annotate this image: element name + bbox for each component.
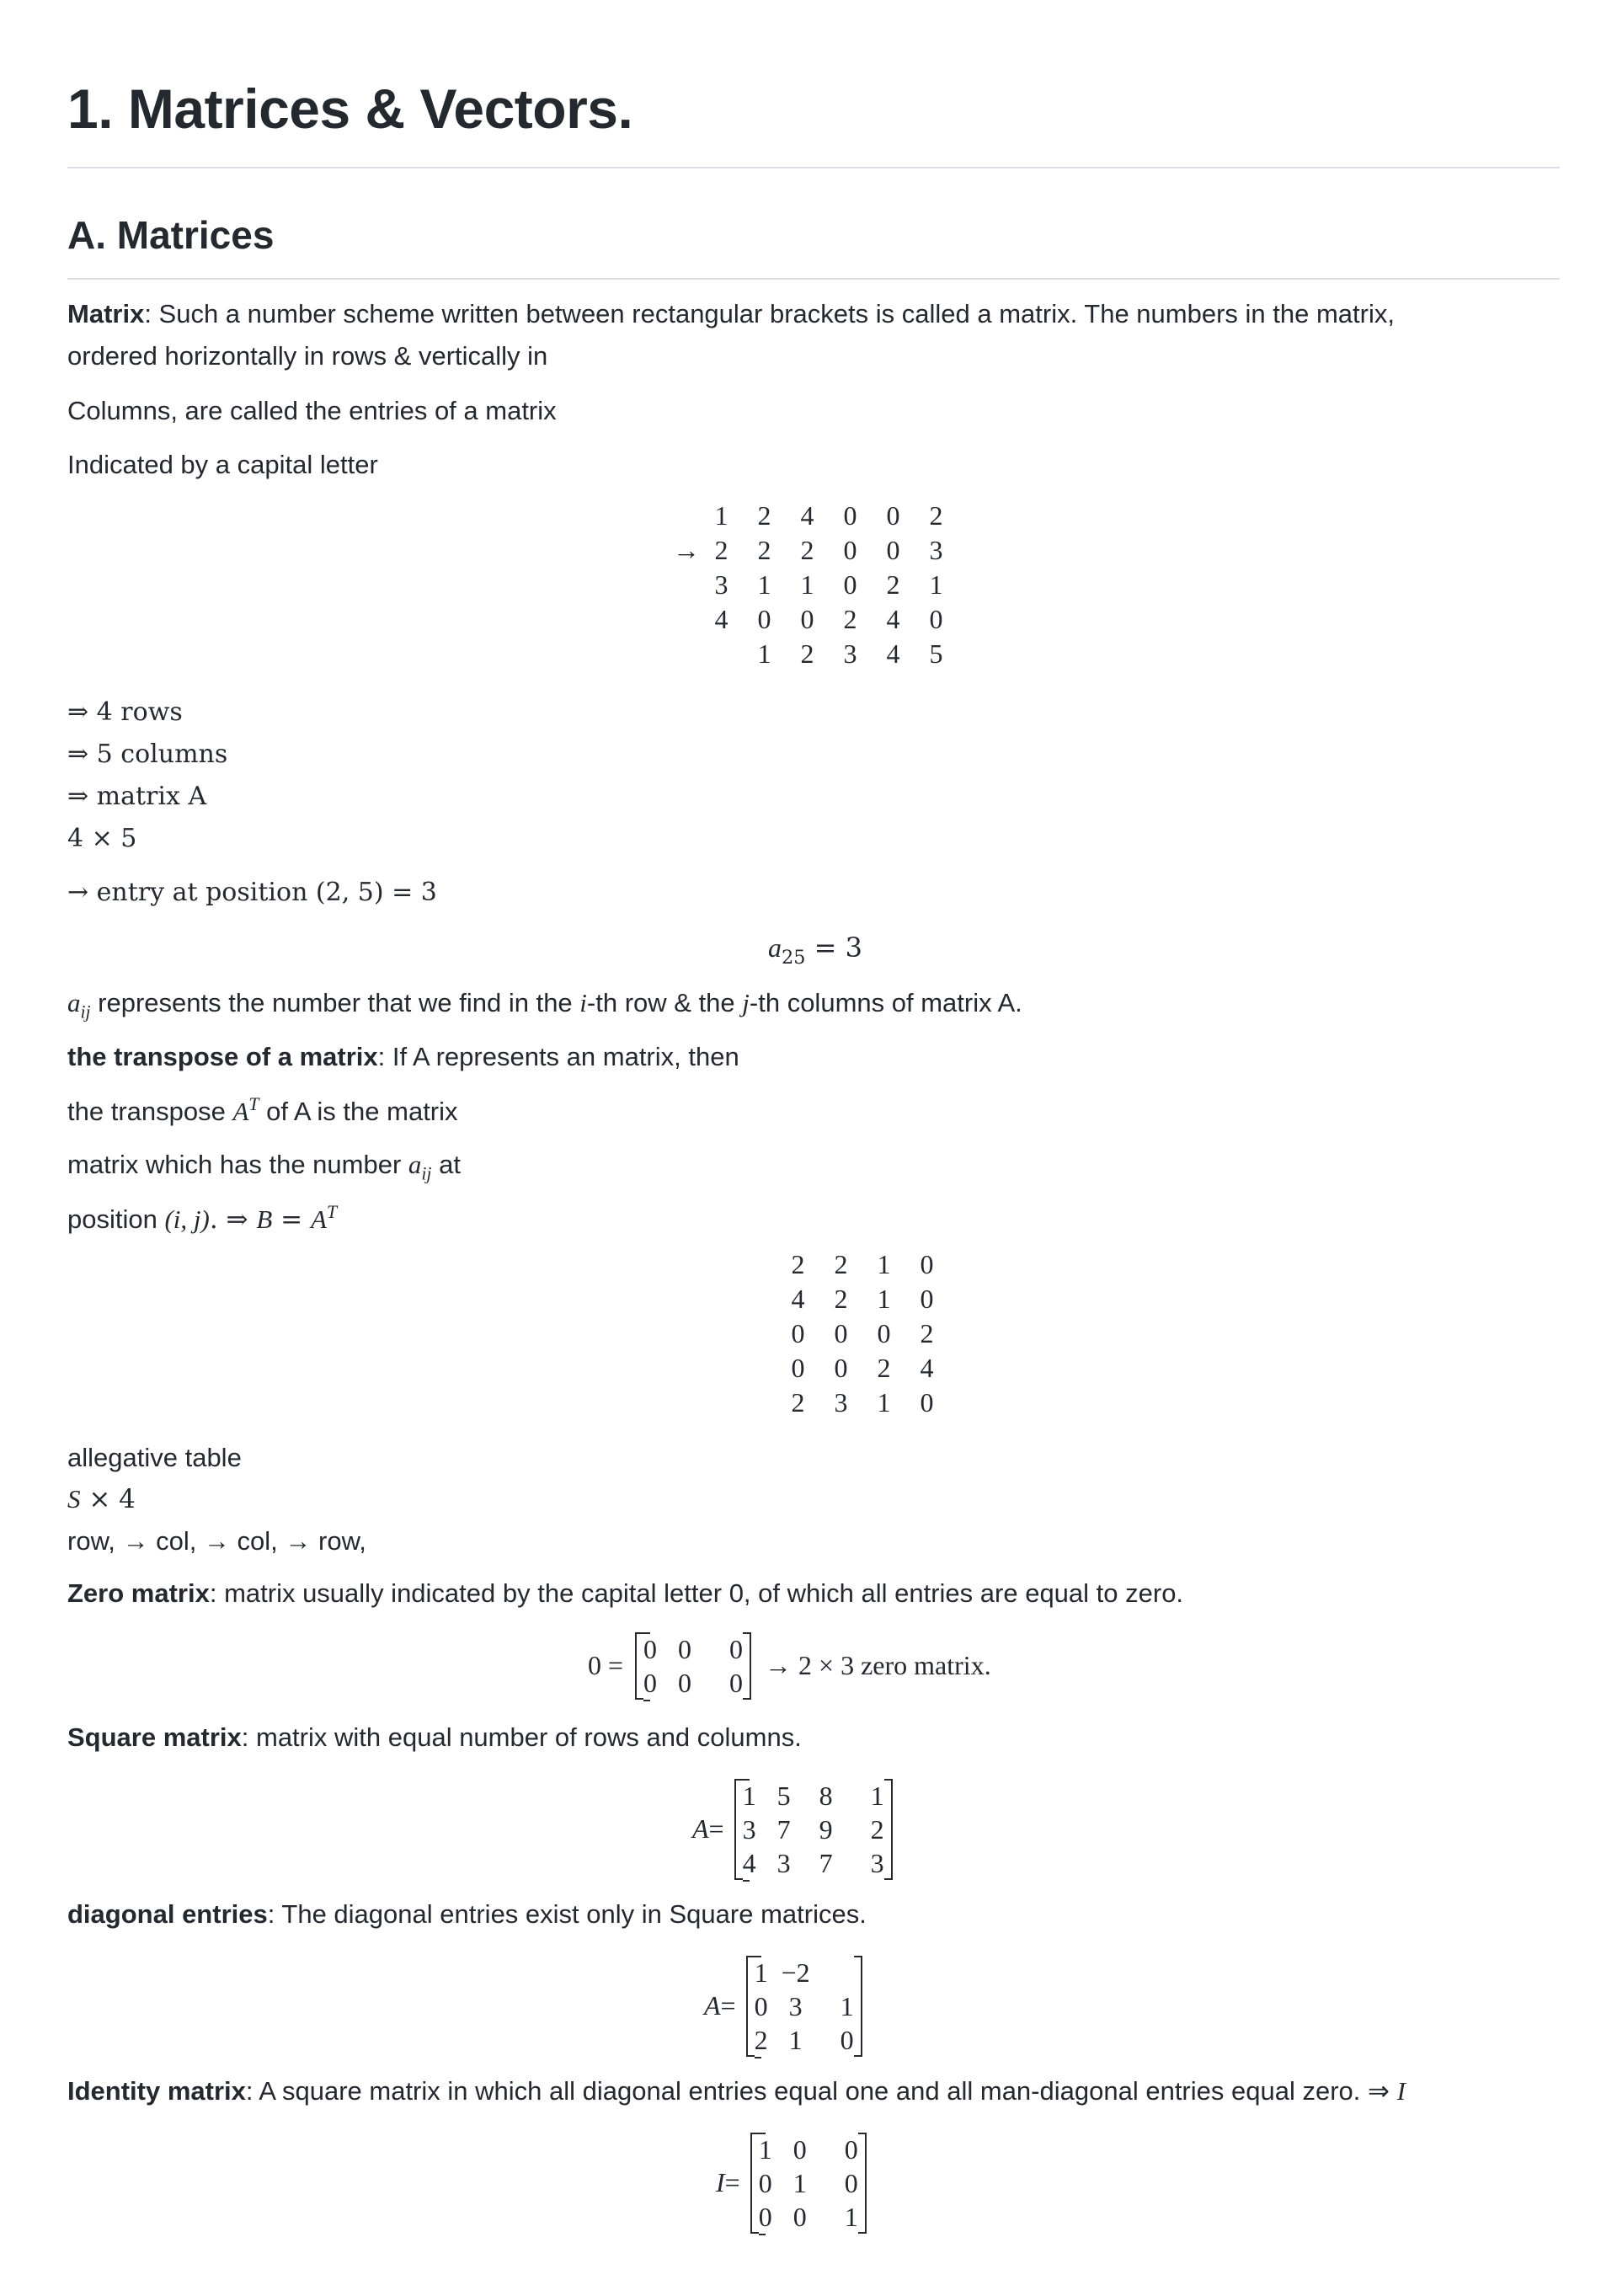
matrix-row <box>759 2166 858 2200</box>
equation-a25: $a_{25} = 3$ <box>768 932 863 969</box>
matrix-entry: 0 <box>643 1668 658 1698</box>
grid-cell: 2 <box>886 569 900 600</box>
grid-row <box>776 1316 948 1351</box>
grid-cell: 3 <box>714 569 728 600</box>
grid-cell: 3 <box>834 1387 848 1418</box>
identity-matrix <box>750 2133 867 2234</box>
grid-cell: 1 <box>877 1249 891 1279</box>
identity-matrix-equation: I = 1 0 0 0 1 0 0 0 1 <box>716 2133 867 2234</box>
grid-row <box>661 602 958 637</box>
transpose-line1: the transpose of a matrix: If A represents an matrix, then <box>67 1042 739 1071</box>
matrix-entry: 1 <box>844 2202 858 2232</box>
matrix-entry: 9 <box>819 1814 833 1845</box>
diagonal-matrix <box>746 1956 862 2057</box>
matrix-entry: 1 <box>840 1991 854 2021</box>
matrix-entry: 5 <box>776 1781 791 1811</box>
matrix-entry: 2 <box>754 2025 768 2055</box>
transpose-term: the transpose of a matrix <box>67 1042 378 1071</box>
matrix-entry: 4 <box>742 1848 756 1878</box>
grid-cell: 0 <box>920 1387 934 1418</box>
matrix-entry: 0 <box>754 1991 768 2021</box>
matrix-entry: 3 <box>742 1814 756 1845</box>
grid-cell: 2 <box>757 500 771 531</box>
matrix-entry: 1 <box>870 1781 884 1811</box>
matrix-entry: 0 <box>729 1668 744 1698</box>
grid-cell: 0 <box>877 1318 891 1348</box>
grid-cell: 2 <box>877 1353 891 1383</box>
matrix-row <box>743 1779 884 1813</box>
matrix-definition-line2: ordered horizontally in rows & vertically in <box>67 341 548 371</box>
grid-row <box>661 568 958 602</box>
grid-cell: 4 <box>791 1284 805 1314</box>
grid-cell: 0 <box>757 604 771 634</box>
grid-cell: 1 <box>757 569 771 600</box>
matrix-entry: 3 <box>776 1848 791 1878</box>
note-columns: ⇒ 5 columns <box>67 740 228 769</box>
transpose-line3: matrix which has the number $a_{ij}$ at <box>67 1150 461 1184</box>
matrix-row <box>643 1632 743 1666</box>
number-grid-1 <box>661 499 958 671</box>
grid-cell: 0 <box>920 1284 934 1314</box>
grid-cell: 2 <box>800 638 814 669</box>
diagonal-entries-term: diagonal entries <box>67 1899 268 1929</box>
note-matrix-a: ⇒ matrix A <box>67 782 207 811</box>
grid-cell: 0 <box>929 604 943 634</box>
matrix-entry: 0 <box>758 2202 772 2232</box>
number-grid-2 <box>776 1247 948 1420</box>
grid-cell: 1 <box>757 638 771 669</box>
matrix-entry: 0 <box>758 2168 772 2198</box>
matrix-entry: −2 <box>781 1957 810 1988</box>
grid-cell: 2 <box>929 500 943 531</box>
grid-row <box>776 1351 948 1386</box>
grid-cell <box>661 602 700 637</box>
grid-cell: 0 <box>920 1249 934 1279</box>
matrix-entry: 1 <box>742 1781 756 1811</box>
matrix-entry: 0 <box>729 1634 744 1664</box>
grid-row <box>661 533 958 568</box>
identity-matrix-term: Identity matrix <box>67 2076 246 2106</box>
section-heading-matrices: A. Matrices <box>67 213 275 257</box>
grid-cell: 0 <box>791 1318 805 1348</box>
matrix-entry: 1 <box>754 1957 768 1988</box>
grid-cell: 1 <box>714 500 728 531</box>
matrix-entry: 3 <box>870 1848 884 1878</box>
grid-cell: 4 <box>714 604 728 634</box>
grid-cell: 0 <box>834 1353 848 1383</box>
matrix-row <box>755 1956 854 1989</box>
matrix-row <box>643 1666 743 1700</box>
matrix-entry: 1 <box>788 2025 803 2055</box>
allegative-line1: allegative table <box>67 1443 242 1472</box>
grid-row <box>661 637 958 671</box>
matrix-entry: 0 <box>678 1634 692 1664</box>
grid-cell: 2 <box>834 1284 848 1314</box>
grid-row <box>661 499 958 533</box>
matrix-entry: 3 <box>788 1991 803 2021</box>
allegative-line3: row, → col, → col, → row, <box>67 1526 366 1556</box>
grid-row <box>776 1386 948 1420</box>
matrix-definition-line3: Columns, are called the entries of a matrix <box>67 396 557 425</box>
transpose-line4: position (i, j). ⇒ $B = A^T$ <box>67 1202 338 1235</box>
grid-cell: 2 <box>834 1249 848 1279</box>
grid-cell: 0 <box>843 500 857 531</box>
square-matrix <box>734 1779 893 1880</box>
grid-cell: 2 <box>791 1387 805 1418</box>
transpose-line2: the transpose $A^T$ of A is the matrix <box>67 1094 458 1126</box>
grid-cell: 2 <box>843 604 857 634</box>
grid-cell: 0 <box>886 535 900 565</box>
grid-cell <box>700 637 743 671</box>
title-divider <box>67 167 1560 168</box>
matrix-row <box>759 2200 858 2234</box>
section-divider <box>67 278 1560 280</box>
matrix-entry: 0 <box>792 2202 807 2232</box>
matrix-entry: 0 <box>840 2025 854 2055</box>
zero-matrix-term: Zero matrix <box>67 1578 210 1608</box>
matrix-entry: 7 <box>776 1814 791 1845</box>
matrix-entry: 7 <box>819 1848 833 1878</box>
matrix-entry <box>817 1956 854 1989</box>
grid-cell: 1 <box>877 1387 891 1418</box>
grid-cell: 1 <box>800 569 814 600</box>
identity-matrix-description: Identity matrix: A square matrix in which all diagonal entries equal one and all man-diagonal entries equal zero. ⇒ I <box>67 2076 1406 2106</box>
grid-cell: 2 <box>800 535 814 565</box>
grid-cell: 0 <box>886 500 900 531</box>
matrix-definition-line1: Matrix: Such a number scheme written between rectangular brackets is called a matrix. The numbers in the matrix, <box>67 299 1395 328</box>
diagonal-entries-description: diagonal entries: The diagonal entries exist only in Square matrices. <box>67 1899 867 1929</box>
matrix-entry: 0 <box>844 2168 858 2198</box>
diagonal-matrix-equation: A = 1 −2 0 3 1 2 1 0 <box>704 1956 862 2057</box>
grid-cell: 4 <box>920 1353 934 1383</box>
matrix-entry: 0 <box>792 2134 807 2165</box>
grid-cell: 3 <box>843 638 857 669</box>
zero-matrix <box>635 1632 751 1700</box>
aij-description: $a_{ij}$ represents the number that we find in the i-th row & the j-th columns of matrix A. <box>67 988 1022 1023</box>
matrix-row <box>755 1989 854 2023</box>
grid-cell: 2 <box>757 535 771 565</box>
grid-cell: 4 <box>886 604 900 634</box>
matrix-definition-line4: Indicated by a capital letter <box>67 450 378 479</box>
matrix-row <box>743 1846 884 1880</box>
matrix-entry: 0 <box>643 1634 658 1664</box>
grid-cell: 0 <box>800 604 814 634</box>
grid-cell <box>661 637 700 671</box>
matrix-entry: 1 <box>792 2168 807 2198</box>
grid-cell: 0 <box>791 1353 805 1383</box>
grid-cell: 4 <box>800 500 814 531</box>
grid-cell <box>661 568 700 602</box>
grid-cell: 0 <box>843 569 857 600</box>
grid-cell: 4 <box>886 638 900 669</box>
grid-cell: 2 <box>791 1249 805 1279</box>
grid-cell: 3 <box>929 535 943 565</box>
grid-cell: 1 <box>877 1284 891 1314</box>
matrix-entry: 1 <box>758 2134 772 2165</box>
grid-cell <box>661 499 700 533</box>
matrix-entry: 2 <box>870 1814 884 1845</box>
matrix-entry: 0 <box>844 2134 858 2165</box>
matrix-entry: 8 <box>819 1781 833 1811</box>
zero-matrix-description: Zero matrix: matrix usually indicated by the capital letter 0, of which all entries are equal to zero. <box>67 1578 1184 1608</box>
note-size: 4 × 5 <box>67 824 137 853</box>
matrix-row <box>759 2133 858 2166</box>
page-title: 1. Matrices & Vectors. <box>67 77 633 140</box>
matrix-row <box>755 2023 854 2057</box>
square-matrix-description: Square matrix: matrix with equal number of rows and columns. <box>67 1722 802 1752</box>
grid-cell: 1 <box>929 569 943 600</box>
grid-cell: 2 <box>920 1318 934 1348</box>
matrix-term: Matrix <box>67 299 145 328</box>
square-matrix-equation: A = 1 5 8 1 3 7 9 2 4 3 7 3 <box>692 1779 893 1880</box>
note-entry-position: → entry at position (2, 5) = 3 <box>67 878 437 907</box>
grid-cell: 2 <box>714 535 728 565</box>
note-rows: ⇒ 4 rows <box>67 697 183 727</box>
grid-cell: 0 <box>843 535 857 565</box>
zero-matrix-equation: 0 = 0 0 0 0 0 0 → 2 × 3 zero matrix. <box>588 1634 991 1698</box>
grid-cell: → <box>673 535 700 565</box>
matrix-entry: 0 <box>678 1668 692 1698</box>
grid-cell: 0 <box>834 1318 848 1348</box>
grid-cell: 5 <box>929 638 943 669</box>
grid-row <box>776 1247 948 1282</box>
square-matrix-term: Square matrix <box>67 1722 242 1752</box>
matrix-row <box>743 1813 884 1846</box>
grid-row <box>776 1282 948 1316</box>
allegative-line2: S × 4 <box>67 1484 136 1514</box>
